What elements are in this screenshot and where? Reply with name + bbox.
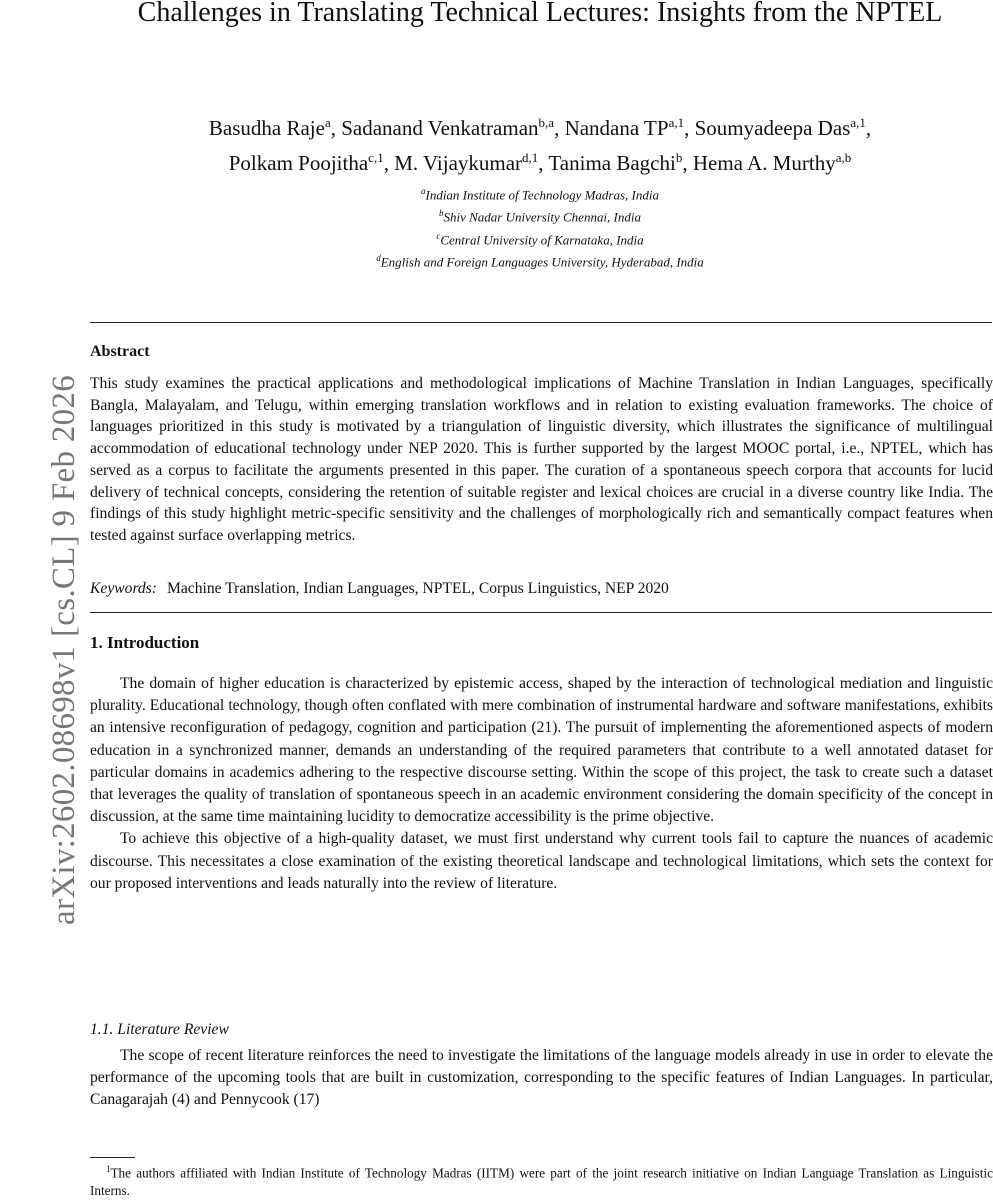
affiliation: $^a$Indian Institute of Technology Madras, India (420, 186, 659, 203)
introduction-paragraph: The domain of higher education is characterized by epistemic access, shaped by the interaction of technological mediation and linguistic plurality. Educational technology, though often conflated with mere combination of instrumental hardware and software manifestations, exhibits an intensive reconfiguration of pedagogy, cognition and participation (21). The pursuit of implementing the aforementioned aspects of modern education in a synchronized manner, demands an understanding of the required parameters that contribute to a well annotated dataset for particular domains in academics adhering to the respective discourse setting. Within the scope of this project, the task to create such a dataset that leverages the quality of translation of spontaneous speech in an academic environment considering the domain specificity of the concept in discussion, at the same time maintaining lucidity to democratize accessibility is the prime objective. (90, 675, 993, 826)
author: Hema A. Murthy$^{a,b}$ (692, 150, 852, 175)
affiliation: $^c$Central University of Karnataka, India (436, 230, 644, 247)
affiliation-list (90, 182, 990, 271)
literature-review-section (90, 1021, 993, 1112)
introduction-paragraph: To achieve this objective of a high-quality dataset, we must first understand why current tools fail to capture the nuances of academic discourse. This necessitates a close examination of the existing theoretical landscape and technological limitations, which sets the context for our proposed interventions and leads naturally into the review of literature. (90, 830, 993, 892)
affiliation: $^d$English and Foreign Languages University, Hyderabad, India (376, 252, 704, 270)
author: M. Vijaykumar$^{d,1}$ (394, 150, 539, 175)
introduction-section (90, 633, 993, 895)
footnote-rule (90, 1157, 135, 1158)
abstract-text: This study examines the practical applications and methodological implications of Machine Translation in Indian Languages, specifically Bangla, Malayalam, and Telugu, within emerging translation workflows and in relation to existing evaluation frameworks. The choice of languages prioritized in this study is motivated by a triangulation of linguistic diversity, which illustrates the significance of multilingual accommodation of educational technology under NEP 2020. This is further supported by the largest MOOC portal, i.e., NPTEL, which has served as a corpus to facilitate the arguments presented in this paper. The curation of a spontaneous speech corpora that accounts for lucid delivery of technical concepts, considering the retention of suitable register and lexical choices are crucial in a diverse country like India. The findings of this study highlight metric-specific sensitivity and the challenges of morphologically rich and semantically compact features when tested against surface overlapping metrics. (90, 375, 993, 544)
affiliation: $^b$Shiv Nadar University Chennai, India (438, 208, 641, 225)
keywords-label: Keywords: (90, 580, 157, 597)
footnote: $^1$The authors affiliated with Indian Institute of Technology Madras (IITM) were part of the joint research initiative on Indian Language Translation as Linguistic Interns. (90, 1164, 993, 1199)
abstract-heading: Abstract (90, 343, 150, 360)
author: Soumyadeepa Das$^{a,1}$ (694, 115, 866, 140)
literature-review-heading: 1.1. Literature Review (90, 1021, 229, 1038)
arxiv-identifier: arXiv:2602.08698v1 [cs.CL] 9 Feb 2026 (46, 374, 82, 925)
keywords (90, 578, 993, 600)
abstract-top-rule (90, 322, 992, 323)
author: Tanima Bagchi$^b$ (548, 150, 683, 175)
author: Sadanand Venkatraman$^{b,a}$ (341, 115, 555, 140)
author: Basudha Raje$^a$ (208, 115, 331, 140)
introduction-heading: 1. Introduction (90, 633, 200, 652)
literature-review-paragraph: The scope of recent literature reinforces the need to investigate the limitations of the language models already in use in order to elevate the performance of the upcoming tools that are built in customization, corresponding to the specific features of Indian Languages. In particular, Canagarajah (4) and Pennycook (17) (90, 1047, 993, 1109)
author: Nandana TP$^{a,1}$ (564, 115, 685, 140)
paper-title: Challenges in Translating Technical Lectures: Insights from the NPTEL (137, 0, 943, 28)
author-list: Basudha Raje$^a$, Sadanand Venkatraman$^{b,a}$, Nandana TP$^{a,1}$, Soumyadeepa Das$^{a,1}$, Polkam Poojitha$^{c,1}$, M. Vijaykumar$^{d,1}$, Tanima Bagchi$^b$, Hema A. Murthy$^{a,b}$ (208, 115, 872, 175)
abstract-bottom-rule (90, 612, 992, 613)
author: Polkam Poojitha$^{c,1}$ (228, 150, 384, 175)
abstract-section (90, 343, 993, 547)
keywords-text: Machine Translation, Indian Languages, NPTEL, Corpus Linguistics, NEP 2020 (167, 580, 669, 597)
